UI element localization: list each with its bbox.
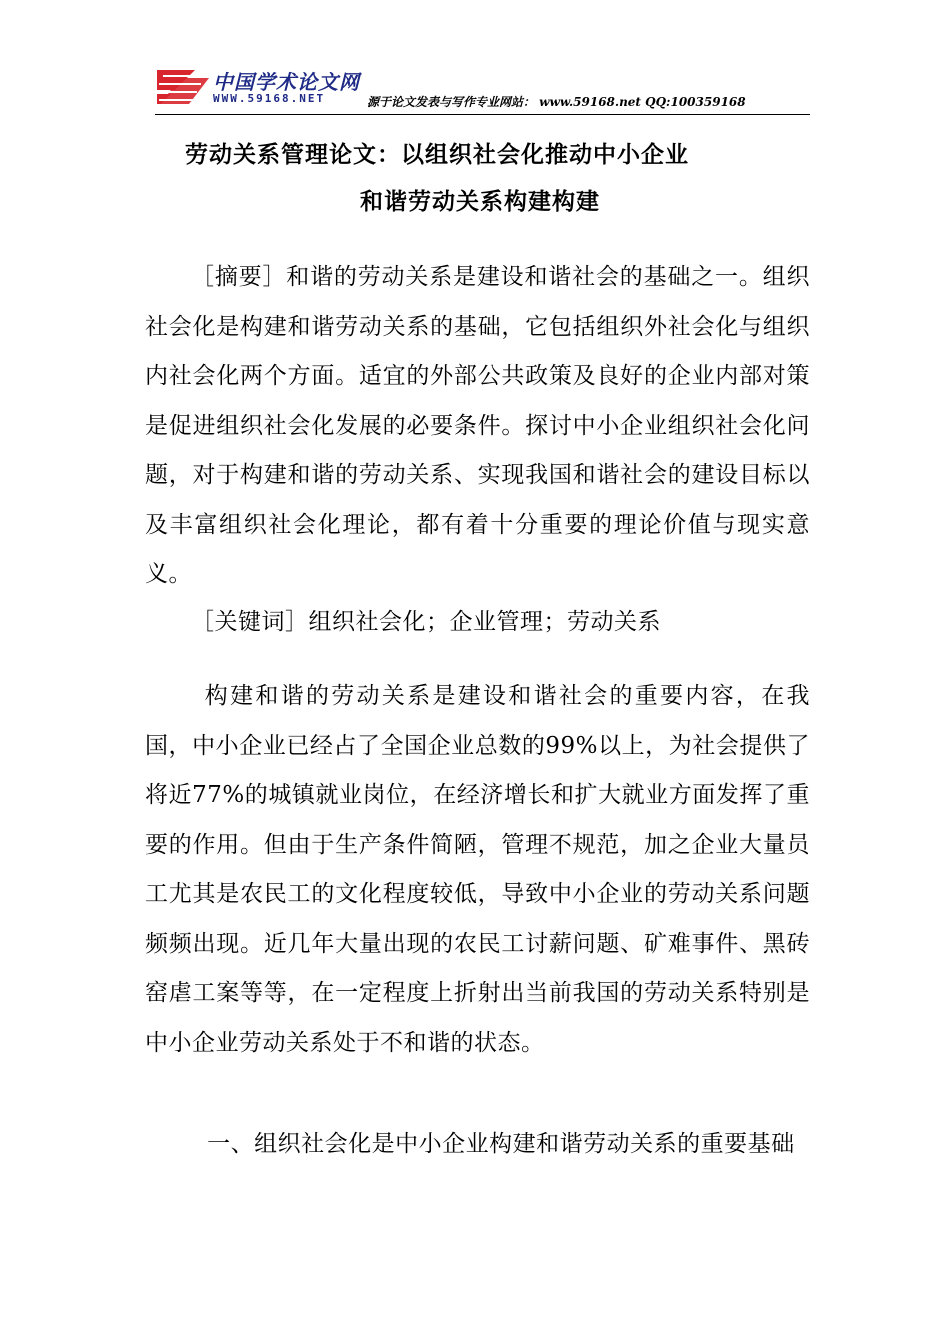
logo-url: WWW.59168.NET — [213, 92, 326, 105]
page-header — [155, 62, 810, 115]
header-source-text: 源于论文发表与写作专业网站： www.59168.net QQ:100359168 — [367, 95, 746, 109]
abstract-paragraph: ［摘要］和谐的劳动关系是建设和谐社会的基础之一。组织社会化是构建和谐劳动关系的基础，它包括组织外社会化与组织内社会化两个方面。适宜的外部公共政策及良好的企业内部对策是促进组织社会化发展的必要条件。探讨中小企业组织社会化问题，对于构建和谐的劳动关系、实现我国和谐社会的建设目标以及丰富组织社会化理论，都有着十分重要的理论价值与现实意义。 — [145, 264, 810, 587]
body-paragraph: 构建和谐的劳动关系是建设和谐社会的重要内容，在我国，中小企业已经占了全国企业总数的99%以上，为社会提供了将近77%的城镇就业岗位，在经济增长和扩大就业方面发挥了重要的作用。但由于生产条件简陋，管理不规范，加之企业大量员工尤其是农民工的文化程度较低，导致中小企业的劳动关系问题频频出现。近几年大量出现的农民工讨薪问题、矿难事件、黑砖窑虐工案等等，在一定程度上折射出当前我国的劳动关系特别是中小企业劳动关系处于不和谐的状态。 — [145, 683, 810, 1056]
logo-stripes-icon — [155, 64, 213, 110]
logo-chinese-name: 中国学术论文网 — [213, 70, 360, 94]
document-title-line2: 和谐劳动关系构建构建 — [360, 188, 600, 215]
keywords-paragraph: ［关键词］组织社会化；企业管理；劳动关系 — [191, 609, 661, 635]
site-logo — [155, 64, 360, 110]
section-heading: 一、组织社会化是中小企业构建和谐劳动关系的重要基础 — [207, 1131, 795, 1157]
document-title-line1: 劳动关系管理论文：以组织社会化推动中小企业 — [185, 141, 689, 168]
